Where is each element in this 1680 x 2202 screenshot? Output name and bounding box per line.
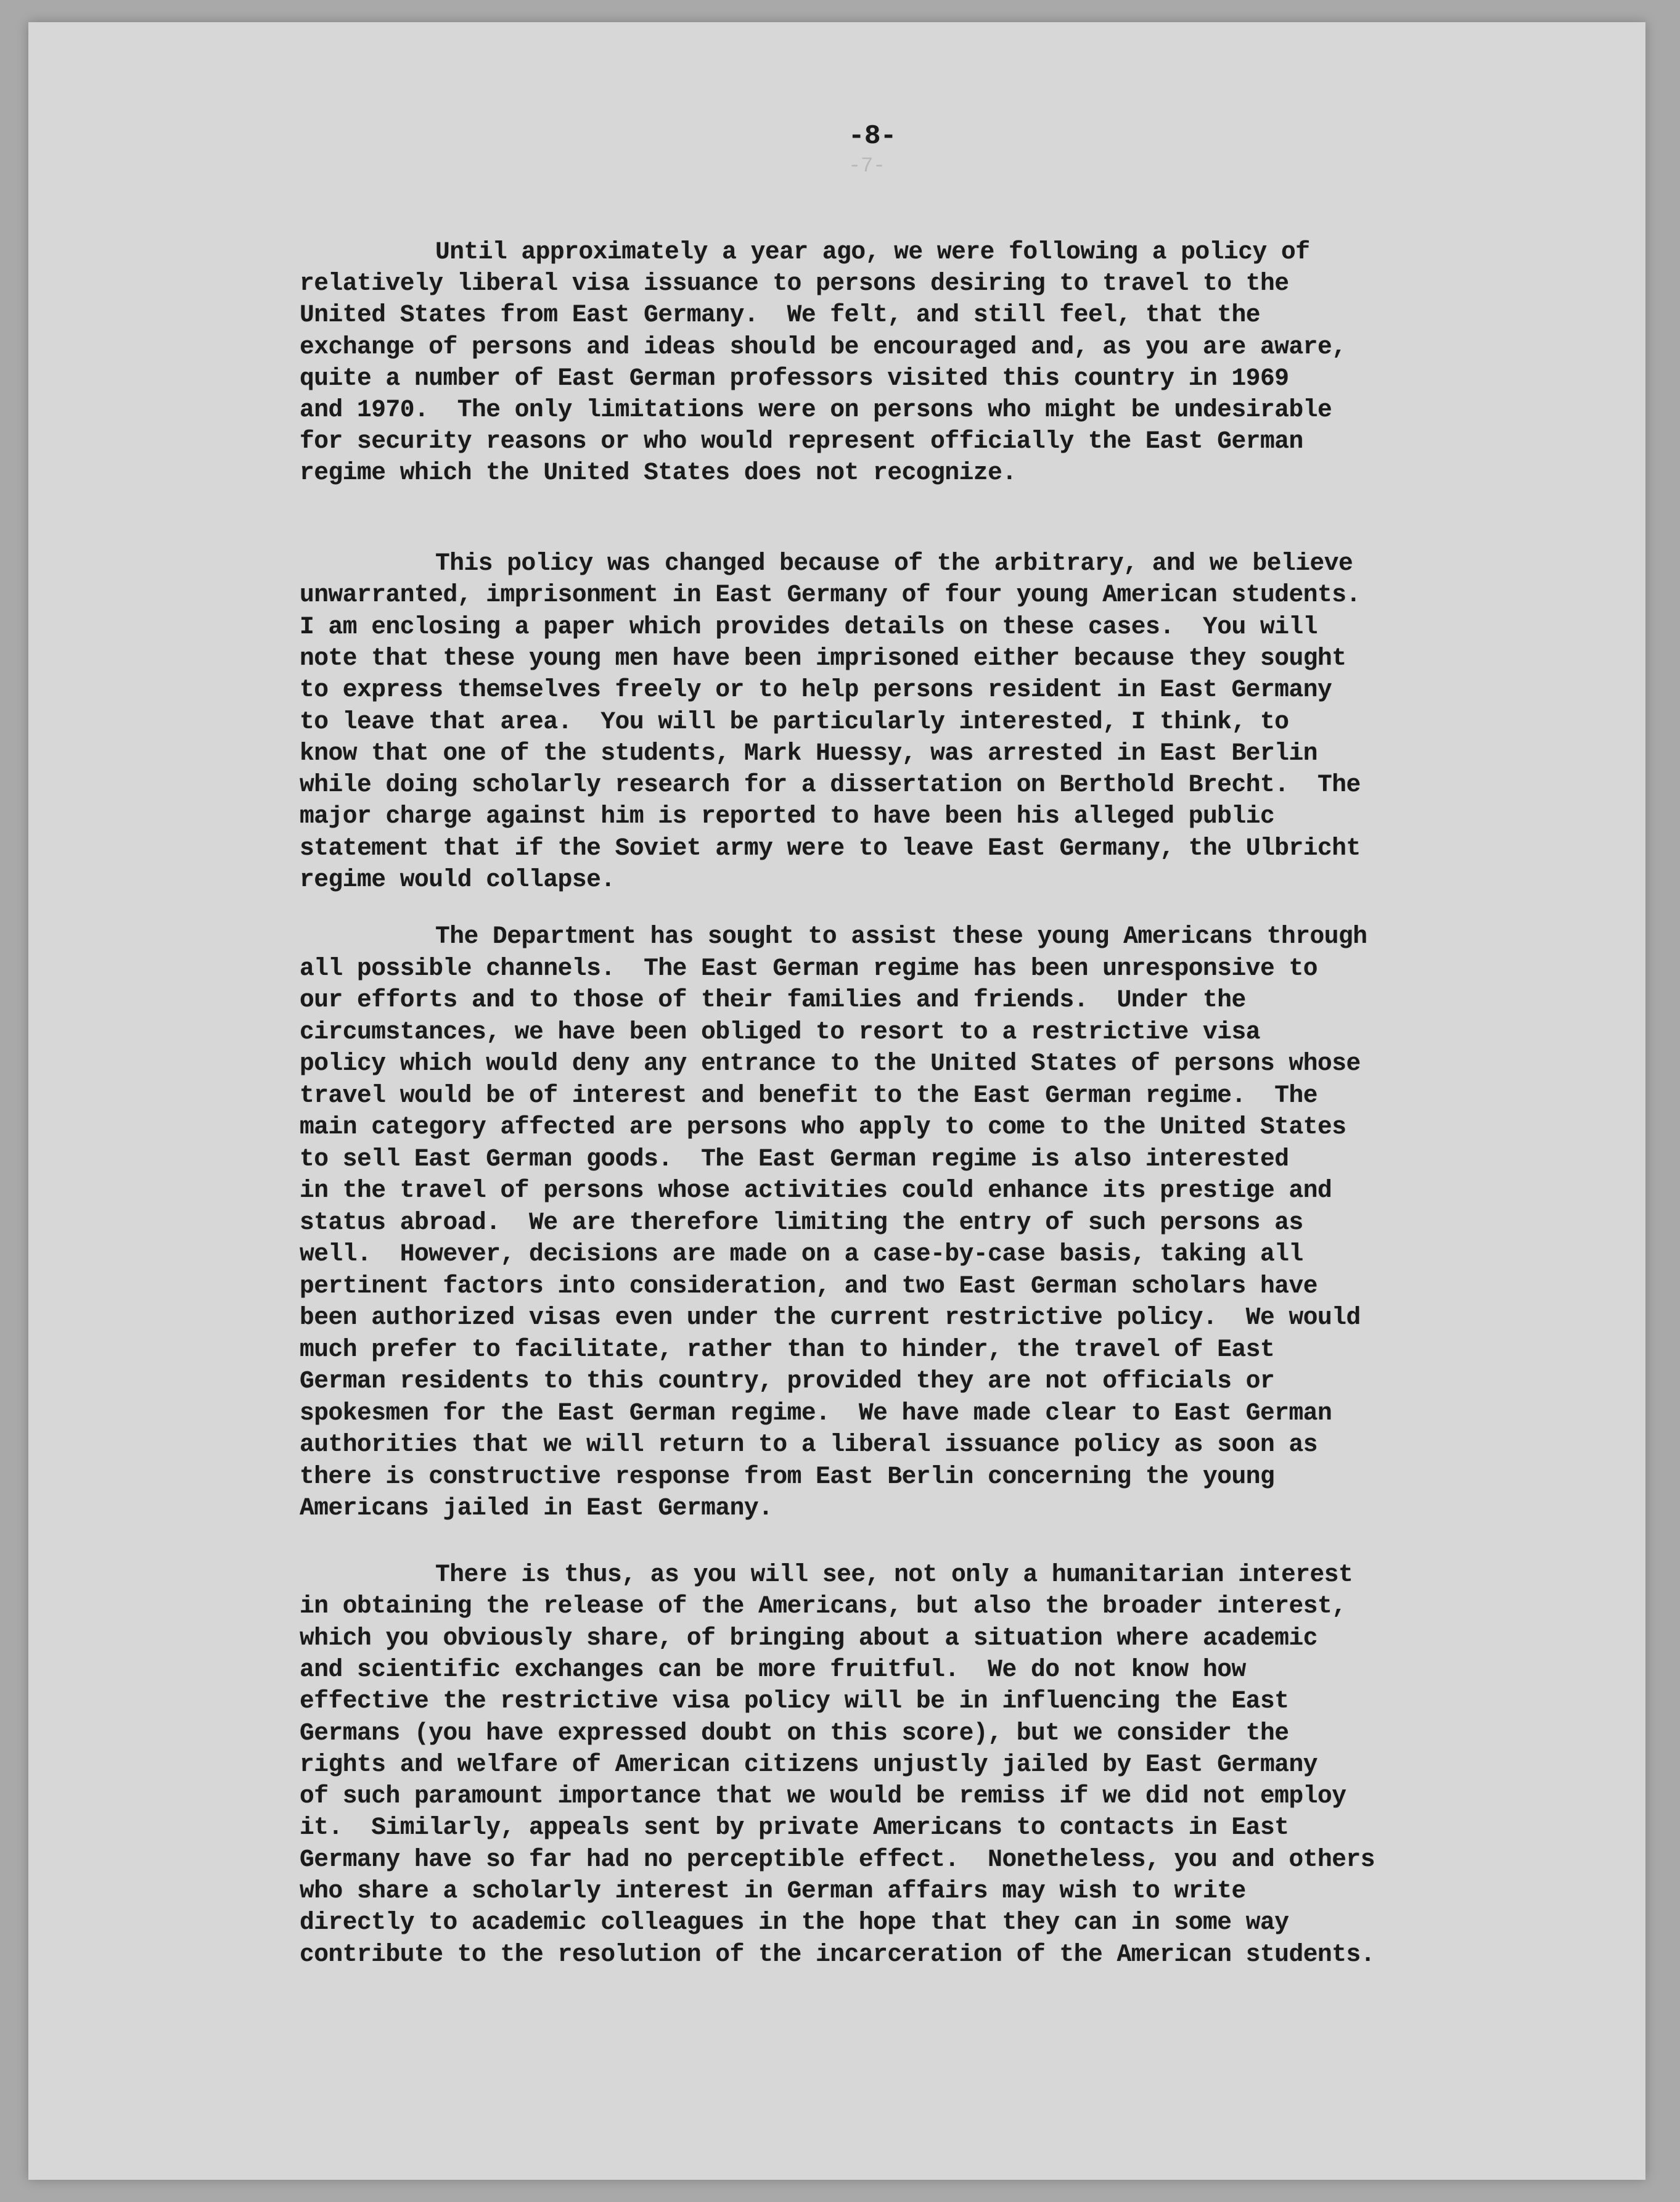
text-line: United States from East Germany. We felt, and still feel, that the (300, 301, 1261, 329)
text-line: directly to academic colleagues in the hope that they can in some way (300, 1908, 1289, 1937)
text-line: of such paramount importance that we would be remiss if we did not employ (300, 1782, 1346, 1810)
text-line: Until approximately a year ago, we were following a policy of (435, 238, 1310, 266)
text-line: regime would collapse. (300, 866, 615, 894)
text-line: while doing scholarly research for a dissertation on Berthold Brecht. The (300, 771, 1361, 799)
text-line: Germany have so far had no perceptible effect. Nonetheless, you and others (300, 1845, 1375, 1873)
text-line: it. Similarly, appeals sent by private Americans to contacts in East (300, 1814, 1289, 1842)
text-line: and 1970. The only limitations were on persons who might be undesirable (300, 396, 1332, 424)
text-line: note that these young men have been imprisoned either because they sought (300, 644, 1346, 672)
text-line: policy which would deny any entrance to the United States of persons whose (300, 1050, 1361, 1077)
text-line: contribute to the resolution of the incarceration of the American students. (300, 1940, 1375, 1968)
text-line: much prefer to facilitate, rather than to hinder, the travel of East (300, 1335, 1275, 1363)
text-line: I am enclosing a paper which provides details on these cases. You will (300, 612, 1318, 641)
text-line: for security reasons or who would represent officially the East German (300, 427, 1303, 456)
text-line: spokesmen for the East German regime. We have made clear to East German (300, 1399, 1332, 1427)
ghost-page-number: -7- (848, 155, 885, 178)
document-page (28, 22, 1645, 2180)
text-line: effective the restrictive visa policy will be in influencing the East (300, 1687, 1289, 1715)
text-line: to sell East German goods. The East German regime is also interested (300, 1144, 1289, 1173)
text-line: there is constructive response from East Berlin concerning the young (300, 1462, 1275, 1490)
text-line: major charge against him is reported to have been his alleged public (300, 802, 1275, 831)
text-line: unwarranted, imprisonment in East Germany of four young American students. (300, 581, 1361, 609)
text-line: The Department has sought to assist these young Americans through (435, 922, 1367, 950)
text-line: relatively liberal visa issuance to persons desiring to travel to the (300, 269, 1289, 298)
text-line: well. However, decisions are made on a case-by-case basis, taking all (300, 1240, 1303, 1268)
text-line: in obtaining the release of the Americans, but also the broader interest, (300, 1592, 1346, 1621)
text-line: pertinent factors into consideration, and two East German scholars have (300, 1271, 1318, 1300)
text-line: been authorized visas even under the current restrictive policy. We would (300, 1304, 1361, 1331)
text-line: all possible channels. The East German regime has been unresponsive to (300, 954, 1318, 982)
text-line: statement that if the Soviet army were to leave East Germany, the Ulbricht (300, 834, 1361, 862)
text-line: authorities that we will return to a liberal issuance policy as soon as (300, 1431, 1318, 1458)
text-line: in the travel of persons whose activities could enhance its prestige and (300, 1177, 1332, 1204)
typed-text-area (28, 22, 1645, 2180)
text-line: who share a scholarly interest in German affairs may wish to write (300, 1877, 1246, 1905)
text-line: Americans jailed in East Germany. (300, 1494, 773, 1522)
text-line: which you obviously share, of bringing about a situation where academic (300, 1624, 1318, 1652)
text-line: to express themselves freely or to help persons resident in East Germany (300, 676, 1332, 704)
text-line: main category affected are persons who apply to come to the United States (300, 1113, 1346, 1141)
text-line: This policy was changed because of the arbitrary, and we believe (435, 549, 1353, 577)
text-line: There is thus, as you will see, not only a humanitarian interest (435, 1561, 1353, 1588)
text-line: know that one of the students, Mark Huessy, was arrested in East Berlin (300, 739, 1318, 767)
text-line: travel would be of interest and benefit to the East German regime. The (300, 1081, 1318, 1109)
text-line: and scientific exchanges can be more fruitful. We do not know how (300, 1655, 1246, 1683)
text-line: rights and welfare of American citizens unjustly jailed by East Germany (300, 1750, 1318, 1778)
text-line: our efforts and to those of their families and friends. Under the (300, 986, 1246, 1014)
text-line: regime which the United States does not recognize. (300, 459, 1017, 487)
text-line: to leave that area. You will be particularly interested, I think, to (300, 707, 1289, 736)
text-line: exchange of persons and ideas should be encouraged and, as you are aware, (300, 332, 1346, 361)
text-line: status abroad. We are therefore limiting the entry of such persons as (300, 1208, 1303, 1236)
text-line: Germans (you have expressed doubt on this score), but we consider the (300, 1719, 1289, 1747)
page-number: -8- (848, 121, 896, 152)
text-line: quite a number of East German professors visited this country in 1969 (300, 364, 1289, 392)
text-line: German residents to this country, provided they are not officials or (300, 1367, 1275, 1395)
text-line: circumstances, we have been obliged to resort to a restrictive visa (300, 1017, 1261, 1046)
